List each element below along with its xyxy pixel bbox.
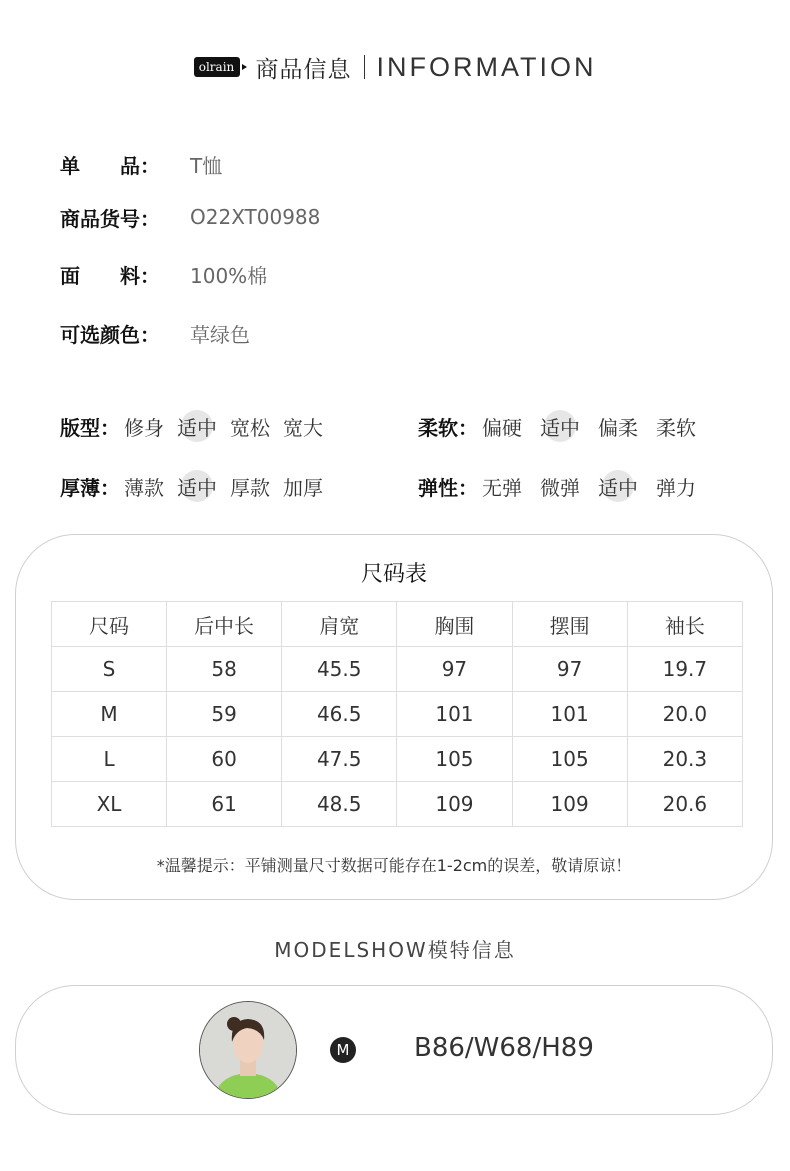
attr-thickness (60, 470, 336, 502)
header-divider (364, 55, 365, 79)
column-header: 肩宽 (282, 602, 397, 647)
model-avatar (199, 1001, 297, 1099)
page-header (0, 47, 790, 87)
attr-label: 弹性： (418, 475, 478, 500)
table-cell: 46.5 (282, 692, 397, 737)
attr-label: 厚薄： (60, 475, 120, 500)
attr-option: 厚款 (230, 475, 270, 500)
table-header-row (52, 602, 743, 647)
attr-option-selected: 适中 (177, 412, 217, 441)
table-cell: 48.5 (282, 782, 397, 827)
table-cell: 20.0 (627, 692, 742, 737)
info-label: 面 料： (60, 263, 160, 288)
header-title-en: INFORMATION (376, 51, 597, 82)
table-cell: M (52, 692, 167, 737)
table-row (52, 782, 743, 827)
attr-label: 柔软： (418, 415, 478, 440)
table-row (52, 737, 743, 782)
model-measurements: B86/W68/H89 (414, 1033, 594, 1063)
table-cell: 20.3 (627, 737, 742, 782)
table-cell: L (52, 737, 167, 782)
column-header: 后中长 (167, 602, 282, 647)
attr-option: 弹力 (656, 475, 696, 500)
info-value: O22XT00988 (190, 205, 321, 229)
table-cell: 109 (512, 782, 627, 827)
size-table (51, 601, 743, 827)
table-cell: 47.5 (282, 737, 397, 782)
attr-option: 无弹 (482, 475, 522, 500)
info-value: T恤 (190, 153, 223, 178)
attr-option-selected: 适中 (177, 472, 217, 501)
table-cell: 45.5 (282, 647, 397, 692)
table-cell: 19.7 (627, 647, 742, 692)
table-cell: 105 (397, 737, 512, 782)
info-row-color (60, 318, 250, 348)
size-chart-card (15, 534, 773, 900)
attr-option-selected: 适中 (540, 412, 580, 441)
table-cell: 61 (167, 782, 282, 827)
info-label: 可选颜色： (60, 322, 160, 347)
attr-option: 偏柔 (598, 415, 638, 440)
table-cell: 97 (397, 647, 512, 692)
table-cell: 101 (512, 692, 627, 737)
info-value: 草绿色 (190, 322, 250, 347)
table-cell: 60 (167, 737, 282, 782)
table-cell: 101 (397, 692, 512, 737)
table-cell: 105 (512, 737, 627, 782)
header-title-cn: 商品信息 (255, 56, 352, 83)
attr-label: 版型： (60, 415, 120, 440)
table-cell: 59 (167, 692, 282, 737)
attr-option: 微弹 (540, 475, 580, 500)
attr-option: 薄款 (124, 475, 164, 500)
table-cell: 109 (397, 782, 512, 827)
attr-option: 偏硬 (482, 415, 522, 440)
attr-option: 宽松 (230, 415, 270, 440)
measurement-tip: *温馨提示：平铺测量尺寸数据可能存在1-2cm的误差，敬请原谅！ (156, 856, 632, 875)
brand-logo: olrain (194, 57, 240, 77)
table-cell: 58 (167, 647, 282, 692)
attr-elasticity (418, 470, 709, 502)
attr-softness (418, 410, 709, 442)
table-cell: XL (52, 782, 167, 827)
column-header: 胸围 (397, 602, 512, 647)
info-row-fabric (60, 259, 267, 289)
table-row (52, 647, 743, 692)
table-row (52, 692, 743, 737)
info-value: 100%棉 (190, 263, 268, 288)
info-row-item (60, 149, 222, 179)
info-label: 单 品： (60, 153, 160, 178)
info-label: 商品货号： (60, 206, 160, 231)
attr-option: 柔软 (656, 415, 696, 440)
table-cell: 20.6 (627, 782, 742, 827)
model-size-badge: M (330, 1037, 356, 1063)
table-cell: 97 (512, 647, 627, 692)
column-header: 摆围 (512, 602, 627, 647)
model-heading: MODELSHOW模特信息 (274, 938, 516, 962)
attr-option-selected: 适中 (598, 472, 638, 501)
info-row-sku (60, 202, 320, 232)
table-cell: S (52, 647, 167, 692)
column-header: 袖长 (627, 602, 742, 647)
model-card (15, 985, 773, 1115)
attr-option: 修身 (124, 415, 164, 440)
column-header: 尺码 (52, 602, 167, 647)
size-chart-title: 尺码表 (360, 562, 427, 587)
attr-option: 宽大 (283, 415, 323, 440)
attr-fit (60, 410, 336, 442)
attr-option: 加厚 (283, 475, 323, 500)
